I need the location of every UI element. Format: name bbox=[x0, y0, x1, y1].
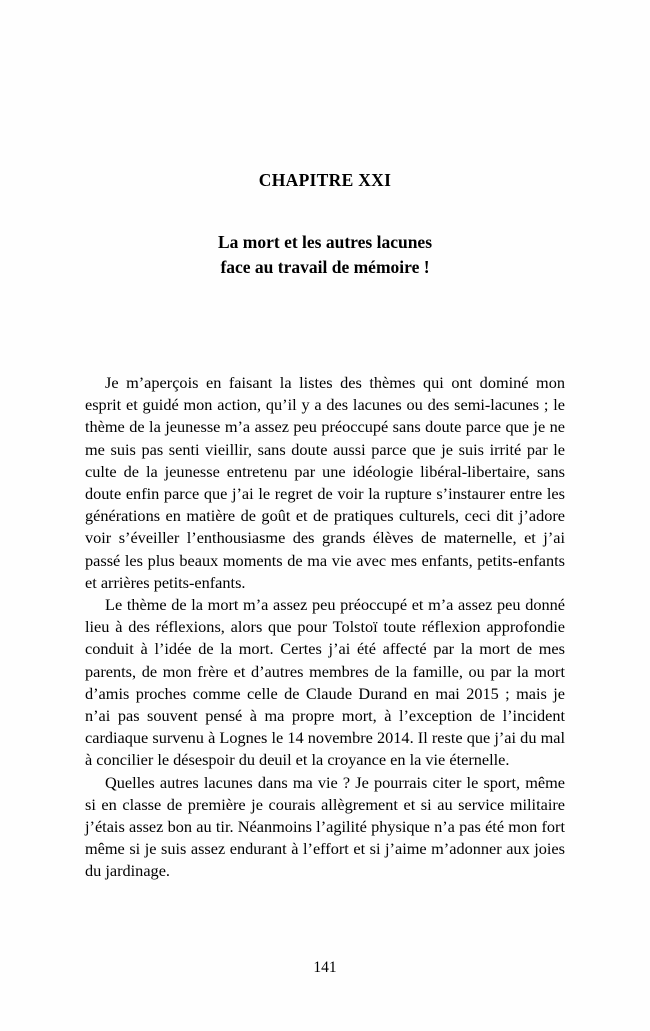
paragraph-3: Quelles autres lacunes dans ma vie ? Je pourrais citer le sport, même si en classe de première je courais allègrement et si au service militaire j’étais assez bon au tir. Néanmoins l’agilité physique n’a pas été mon fort même si je suis assez endurant à l’effort et si j’aime m’adonner aux joies du jardinage. bbox=[85, 772, 565, 881]
paragraph-2: Le thème de la mort m’a assez peu préoccupé et m’a assez peu donné lieu à des réflexions, alors que pour Tolstoï toute réflexion approfondie conduit à l’idée de la mort. Certes j’ai été affecté par la mort de mes parents, de mon frère et d’autres membres de la famille, ou par la mort d’amis proches comme celle de Claude Durand en mai 2015 ; mais je n’ai pas souvent pensé à ma propre mort, à l’exception de l’incident cardiaque survenu à Lognes le 14 novembre 2014. Il reste que j’ai du mal à concilier le désespoir du deuil et la croyance en la vie éternelle. bbox=[85, 595, 565, 770]
chapter-title-line-1: La mort et les autres lacunes bbox=[217, 232, 433, 252]
paragraph-1: Je m’aperçois en faisant la listes des thèmes qui ont dominé mon esprit et guidé mon action, qu’il y a des lacunes ou des semi-lacunes ; le thème de la jeunesse m’a assez peu préoccupé sans doute parce que je ne me suis pas senti vieillir, sans doute aussi parce que je suis irrité par le culte de la jeunesse entretenu par une idéologie libéral-libertaire, sans doute enfin parce que j’ai le regret de voir la rupture s’instaurer entre les générations en matière de goût et de pratiques culturels, ceci dit j’adore voir s’éveiller l’enthousiasme des grands élèves de maternelle, et j’ai passé les plus beaux moments de ma vie avec mes enfants, petits-enfants et arrières petits-enfants. bbox=[85, 373, 565, 592]
chapter-number-heading: CHAPITRE XXI bbox=[258, 170, 392, 190]
chapter-title-line-2: face au travail de mémoire ! bbox=[220, 257, 430, 277]
page-content bbox=[85, 0, 565, 883]
chapter-title bbox=[85, 190, 565, 280]
body-text bbox=[85, 280, 565, 883]
page-number: 141 bbox=[313, 959, 337, 976]
